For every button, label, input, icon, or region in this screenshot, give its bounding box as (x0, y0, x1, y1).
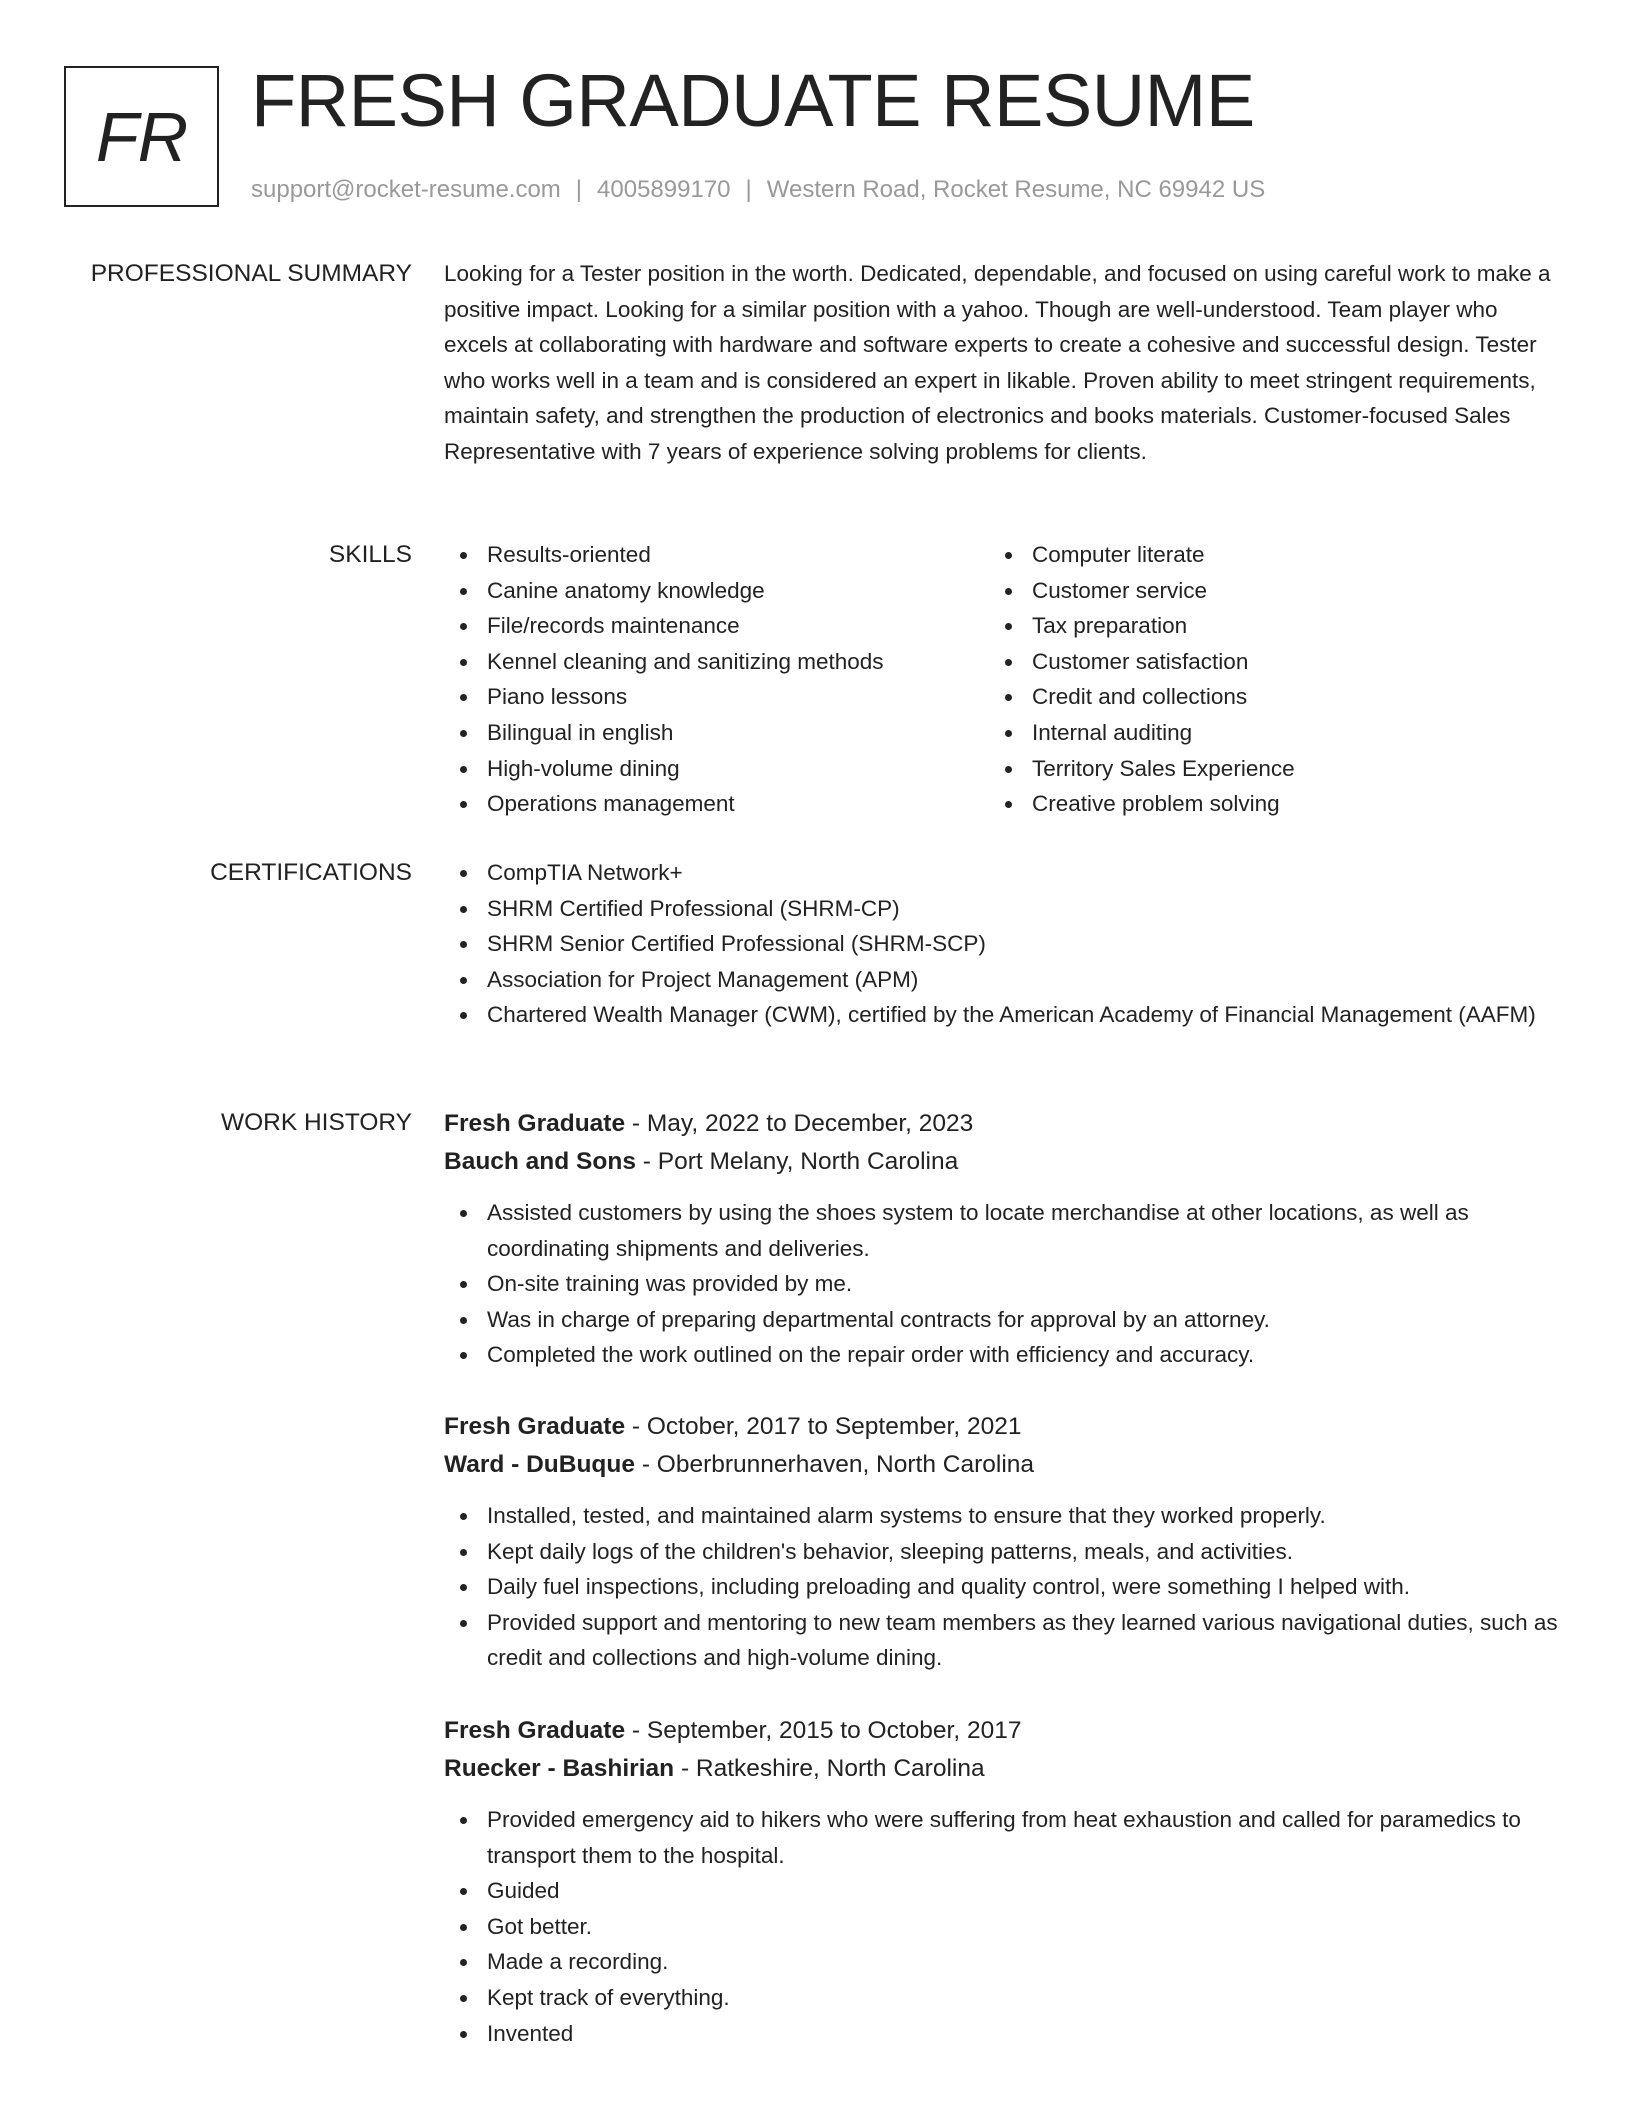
job-title-line (444, 1408, 1559, 1446)
job-location: - Port Melany, North Carolina (642, 1148, 959, 1175)
job-entry (444, 1712, 1559, 2051)
job-title: Fresh Graduate (444, 1413, 626, 1440)
skill-item: Territory Sales Experience (989, 751, 1549, 787)
job-duty-item: Provided emergency aid to hikers who were suffering from heat exhaustion and called for paramedics to transport them to the hospital. (444, 1802, 1559, 1873)
contact-line (251, 173, 1265, 207)
job-entry (444, 1105, 1559, 1373)
job-title-line (444, 1712, 1559, 1750)
job-duties-list (444, 1498, 1559, 1676)
skill-item: Internal auditing (989, 715, 1549, 751)
job-duty-item: Made a recording. (444, 1944, 1559, 1980)
job-company-line (444, 1143, 1559, 1181)
certification-item: Chartered Wealth Manager (CWM), certified by the American Academy of Financial Management (AAFM) (444, 997, 1559, 1033)
job-duty-item: On-site training was provided by me. (444, 1266, 1559, 1302)
summary-body (444, 256, 1559, 470)
skill-item: Computer literate (989, 537, 1549, 573)
skill-item: Credit and collections (989, 679, 1549, 715)
certification-item: Association for Project Management (APM) (444, 962, 1559, 998)
monogram-box (64, 66, 219, 207)
job-dates: - October, 2017 to September, 2021 (631, 1413, 1022, 1440)
certifications-body (444, 855, 1559, 1033)
skills-list-right (989, 537, 1549, 822)
section-label-work-history: WORK HISTORY (220, 1109, 412, 1136)
contact-phone: 4005899170 (597, 176, 731, 203)
job-company: Ruecker - Bashirian (444, 1755, 675, 1782)
skill-item: Operations management (444, 786, 989, 822)
skill-item: Canine anatomy knowledge (444, 573, 989, 609)
summary-text: Looking for a Tester position in the worth. Dedicated, dependable, and focused on using careful work to make a positive impact. Looking for a similar position with a yahoo. Though are well-understood. Team player who excels at collaborating with hardware and software experts to create a cohesive and successful design. Tester who works well in a team and is considered an expert in likable. Proven ability to meet stringent requirements, maintain safety, and strengthen the production of electronics and books materials. Customer-focused Sales Representative with 7 years of experience solving problems for clients. (444, 261, 1551, 464)
job-dates: - May, 2022 to December, 2023 (631, 1110, 974, 1137)
job-duty-item: Provided support and mentoring to new team members as they learned various navigational duties, such as credit and collections and high-volume dining. (444, 1605, 1559, 1676)
job-company-line (444, 1446, 1559, 1484)
skills-body (444, 537, 1559, 822)
skill-item: Tax preparation (989, 608, 1549, 644)
skill-item: Kennel cleaning and sanitizing methods (444, 644, 989, 680)
skill-item: Creative problem solving (989, 786, 1549, 822)
section-label-certifications: CERTIFICATIONS (210, 859, 412, 886)
skill-item: Piano lessons (444, 679, 989, 715)
job-duty-item: Daily fuel inspections, including preloading and quality control, were something I helped with. (444, 1569, 1559, 1605)
job-duties-list (444, 1195, 1559, 1373)
certification-item: SHRM Certified Professional (SHRM-CP) (444, 891, 1559, 927)
skill-item: Bilingual in english (444, 715, 989, 751)
certifications-list (444, 855, 1559, 1033)
job-duty-item: Guided (444, 1873, 1559, 1909)
contact-separator: | (575, 176, 583, 203)
job-title-line (444, 1105, 1559, 1143)
job-duties-list (444, 1802, 1559, 2051)
monogram-initials: FR (95, 97, 188, 176)
job-duty-item: Assisted customers by using the shoes system to locate merchandise at other locations, as well as coordinating shipments and deliveries. (444, 1195, 1559, 1266)
job-location: - Ratkeshire, North Carolina (680, 1755, 985, 1782)
skills-list-left (444, 537, 989, 822)
skill-item: Customer service (989, 573, 1549, 609)
skill-item: Customer satisfaction (989, 644, 1549, 680)
job-dates: - September, 2015 to October, 2017 (631, 1717, 1022, 1744)
job-entry (444, 1408, 1559, 1676)
job-location: - Oberbrunnerhaven, North Carolina (641, 1451, 1035, 1478)
contact-address: Western Road, Rocket Resume, NC 69942 US (766, 176, 1266, 203)
job-company-line (444, 1750, 1559, 1788)
job-duty-item: Invented (444, 2016, 1559, 2052)
certification-item: SHRM Senior Certified Professional (SHRM-SCP) (444, 926, 1559, 962)
job-company: Ward - DuBuque (444, 1451, 635, 1478)
section-label-summary: PROFESSIONAL SUMMARY (90, 260, 412, 287)
job-duty-item: Kept track of everything. (444, 1980, 1559, 2016)
job-title: Fresh Graduate (444, 1110, 626, 1137)
job-duty-item: Kept daily logs of the children's behavior, sleeping patterns, meals, and activities. (444, 1534, 1559, 1570)
skill-item: Results-oriented (444, 537, 989, 573)
job-company: Bauch and Sons (444, 1148, 636, 1175)
resume-title: FRESH GRADUATE RESUME (251, 59, 1255, 142)
skill-item: High-volume dining (444, 751, 989, 787)
certification-item: CompTIA Network+ (444, 855, 1559, 891)
job-duty-item: Installed, tested, and maintained alarm systems to ensure that they worked properly. (444, 1498, 1559, 1534)
skill-item: File/records maintenance (444, 608, 989, 644)
contact-email: support@rocket-resume.com (251, 176, 561, 203)
job-duty-item: Was in charge of preparing departmental contracts for approval by an attorney. (444, 1302, 1559, 1338)
job-title: Fresh Graduate (444, 1717, 626, 1744)
skills-grid (444, 537, 1559, 822)
contact-separator: | (745, 176, 752, 203)
job-duty-item: Got better. (444, 1909, 1559, 1945)
job-duty-item: Completed the work outlined on the repair order with efficiency and accuracy. (444, 1337, 1559, 1373)
section-label-skills: SKILLS (328, 541, 412, 568)
